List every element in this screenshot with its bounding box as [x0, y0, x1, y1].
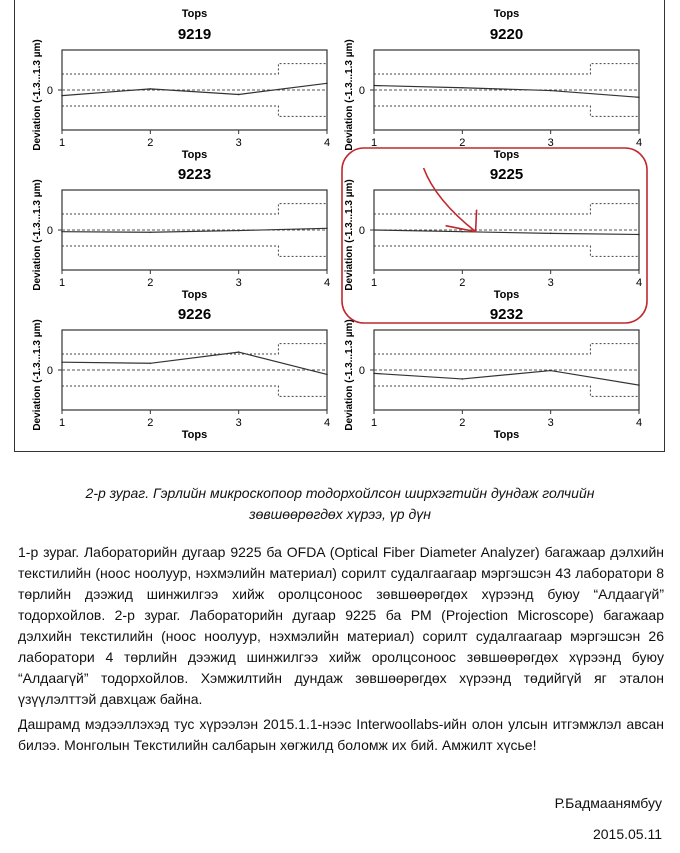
data-point — [150, 88, 152, 90]
lower-limit-line — [62, 386, 327, 396]
lower-limit-line — [62, 106, 327, 116]
data-point — [550, 90, 552, 92]
x-tick-label: 2 — [459, 277, 466, 289]
data-point — [462, 378, 464, 380]
x-axis-label: Tops — [181, 289, 208, 301]
data-point — [61, 231, 63, 233]
chart-title: 9220 — [489, 26, 524, 43]
upper-limit-line — [374, 344, 639, 354]
chart-title: 9223 — [177, 166, 212, 183]
x-tick-label: 4 — [323, 137, 331, 149]
figure-caption: 2-р зураг. Гэрлийн микроскопоор тодорхойлсон ширхэгтийн дундаж голчийн зөвшөөрөгдөх хүрээ, үр дүн — [85, 485, 595, 522]
annotation-arrow — [424, 168, 476, 232]
x-axis-label: Tops — [493, 149, 520, 161]
upper-limit-line — [62, 204, 327, 214]
y-axis-label: Deviation (-1.3...1.3 µm) — [344, 319, 355, 431]
data-point — [61, 95, 63, 97]
data-point — [326, 82, 328, 84]
upper-limit-line — [62, 64, 327, 74]
top-axis-label: Tops — [493, 8, 520, 20]
x-tick-label: 3 — [547, 137, 554, 149]
x-tick-label: 2 — [147, 417, 154, 429]
x-tick-label: 4 — [635, 137, 643, 149]
data-point — [238, 230, 240, 232]
y-axis-label: Deviation (-1.3...1.3 µm) — [32, 319, 43, 431]
chart-title: 9225 — [489, 166, 524, 183]
x-tick-label: 2 — [459, 417, 466, 429]
data-point — [373, 85, 375, 87]
chart-panel-9220 — [344, 26, 642, 161]
x-tick-label: 4 — [323, 417, 331, 429]
x-tick-label: 1 — [370, 417, 378, 429]
x-tick-label: 4 — [635, 417, 643, 429]
x-axis-label: Tops — [493, 289, 520, 301]
upper-limit-line — [374, 204, 639, 214]
data-point — [326, 374, 328, 376]
x-tick-label: 3 — [547, 417, 554, 429]
upper-limit-line — [62, 344, 327, 354]
data-point — [462, 87, 464, 89]
data-point — [638, 384, 640, 386]
y-axis-label: Deviation (-1.3...1.3 µm) — [32, 39, 43, 151]
data-point — [638, 234, 640, 236]
chart-title: 9232 — [489, 306, 524, 323]
x-tick-label: 1 — [58, 417, 66, 429]
upper-limit-line — [374, 64, 639, 74]
x-tick-label: 1 — [58, 137, 66, 149]
x-tick-label: 2 — [147, 137, 154, 149]
y-tick-label: 0 — [358, 365, 365, 377]
data-point — [150, 231, 152, 233]
data-point — [61, 361, 63, 363]
chart-title: 9219 — [177, 26, 212, 43]
y-axis-label: Deviation (-1.3...1.3 µm) — [344, 179, 355, 291]
data-point — [326, 228, 328, 230]
data-line — [374, 86, 639, 98]
chart-panel-9226 — [32, 306, 330, 441]
x-tick-label: 3 — [547, 277, 554, 289]
data-line — [62, 352, 327, 374]
author-signature: Р.Бадмаанямбуу — [554, 795, 662, 811]
x-tick-label: 4 — [635, 277, 643, 289]
document-date: 2015.05.11 — [592, 826, 662, 842]
data-point — [150, 362, 152, 364]
y-axis-label: Deviation (-1.3...1.3 µm) — [32, 179, 43, 291]
top-axis-label: Tops — [181, 8, 208, 20]
x-tick-label: 1 — [370, 277, 378, 289]
x-tick-label: 3 — [235, 137, 242, 149]
data-point — [550, 233, 552, 235]
data-point — [638, 96, 640, 98]
data-line — [374, 230, 639, 234]
data-point — [373, 229, 375, 231]
x-axis-label: Tops — [181, 429, 208, 441]
y-tick-label: 0 — [46, 85, 53, 97]
paragraph-accreditation: Дашрамд мэдээллэхэд тус хүрээлэн 2015.1.1-нээс Interwoollabs-ийн олон улсын итгэмжлэл авсан билээ. Монголын Текстилийн салбарын хөгжилд боломж их бий. Амжилт хүсье! — [18, 716, 664, 753]
lower-limit-line — [374, 386, 639, 396]
x-axis-label: Tops — [181, 149, 208, 161]
x-tick-label: 1 — [58, 277, 66, 289]
x-tick-label: 1 — [370, 137, 378, 149]
x-tick-label: 3 — [235, 277, 242, 289]
x-tick-label: 3 — [235, 417, 242, 429]
chart-panel-9219 — [32, 26, 330, 161]
data-point — [238, 94, 240, 96]
lower-limit-line — [62, 246, 327, 256]
y-tick-label: 0 — [46, 225, 53, 237]
chart-panel-9225 — [342, 148, 647, 323]
y-tick-label: 0 — [46, 365, 53, 377]
data-point — [462, 231, 464, 233]
x-tick-label: 2 — [459, 137, 466, 149]
chart-title: 9226 — [177, 306, 212, 323]
paragraph-results: 1-р зураг. Лабораторийн дугаар 9225 ба OFDA (Optical Fiber Diameter Analyzer) багажаар дэлхийн текстилийн (ноос ноолуур, нэхмэлийн материал) сорилт судалгаагаар мэргэшсэн 43 лаборатори 8 төрлийн дээжид шинжилгээ хийж оролцсоноос зөвшөөрөгдөх хүрээнд буюу “Алдаагүй” тодорхойлов. 2-р зураг. Лабораторийн дугаар 9225 ба PM (Projection Microscope) багажаар дэлхийн текстилийн (ноос ноолуур, нэхмэлийн материал) сорилт судалгаагаар мэргэшсэн 26 лаборатори 4 төрлийн дээжид шинжилгээ хийж оролцсоноос зөвшөөрөгдөх хүрээнд буюу “Алдаагүй” тодорхойлов. Хэмжилтийн дундаж зөвшөөрөгдөх хүрээнд төдийгүй яг эталон үзүүлэлттэй давхцаж байна. — [18, 544, 664, 707]
data-point — [238, 351, 240, 353]
data-point — [373, 373, 375, 375]
x-axis-label: Tops — [493, 429, 520, 441]
x-tick-label: 4 — [323, 277, 331, 289]
lower-limit-line — [374, 246, 639, 256]
y-tick-label: 0 — [358, 85, 365, 97]
chart-panel-9232 — [344, 306, 642, 441]
data-point — [550, 370, 552, 372]
x-tick-label: 2 — [147, 277, 154, 289]
y-axis-label: Deviation (-1.3...1.3 µm) — [344, 39, 355, 151]
data-line — [374, 371, 639, 386]
y-tick-label: 0 — [358, 225, 365, 237]
data-line — [62, 83, 327, 95]
chart-panel-9223 — [32, 166, 330, 301]
lower-limit-line — [374, 106, 639, 116]
